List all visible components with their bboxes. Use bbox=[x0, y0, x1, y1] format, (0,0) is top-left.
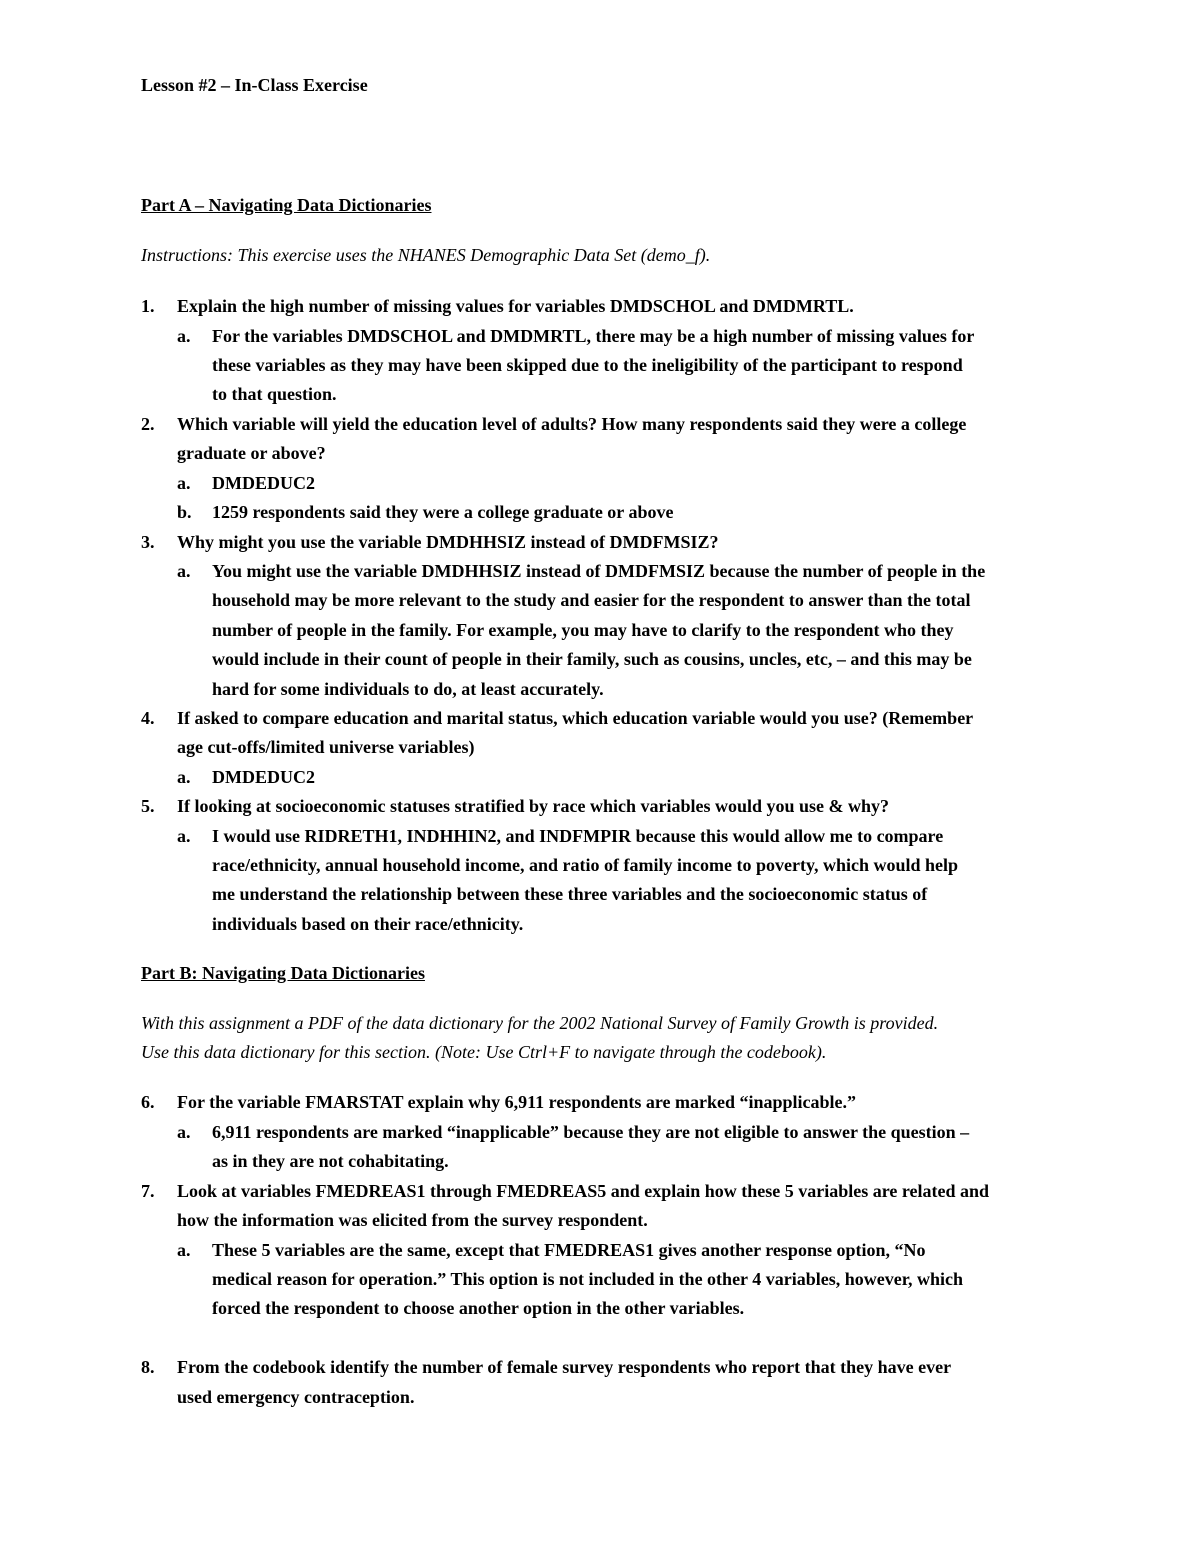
answer-3a-line: number of people in the family. For example, you may have to clarify to the respondent who they bbox=[212, 620, 954, 640]
question-4-line: age cut-offs/limited universe variables) bbox=[177, 737, 475, 757]
answer-letter: a. bbox=[177, 326, 191, 346]
question-8-line: From the codebook identify the number of female survey respondents who report that they have ever bbox=[177, 1357, 952, 1377]
answer-letter: b. bbox=[177, 502, 192, 522]
answer-letter: a. bbox=[177, 473, 191, 493]
question-2-line: graduate or above? bbox=[177, 443, 326, 463]
question-number: 5. bbox=[141, 796, 155, 816]
question-number: 6. bbox=[141, 1092, 155, 1112]
question-number: 2. bbox=[141, 414, 155, 434]
answer-3a-line: hard for some individuals to do, at least accurately. bbox=[212, 679, 604, 699]
answer-3a-line: household may be more relevant to the study and easier for the respondent to answer than the total bbox=[212, 590, 971, 610]
question-7-line: Look at variables FMEDREAS1 through FMEDREAS5 and explain how these 5 variables are related and bbox=[177, 1181, 990, 1201]
lesson-title: Lesson #2 – In-Class Exercise bbox=[141, 75, 368, 95]
answer-3a-line: You might use the variable DMDHHSIZ instead of DMDFMSIZ because the number of people in the bbox=[212, 561, 986, 581]
part-b-instructions: With this assignment a PDF of the data dictionary for the 2002 National Survey of Family Growth is provided. bbox=[141, 1013, 939, 1033]
question-4-line: If asked to compare education and marital status, which education variable would you use? (Remember bbox=[177, 708, 974, 728]
answer-7a-line: forced the respondent to choose another option in the other variables. bbox=[212, 1298, 745, 1318]
answer-5a-line: individuals based on their race/ethnicity. bbox=[212, 914, 524, 934]
question-number: 4. bbox=[141, 708, 155, 728]
part-b-heading: Part B: Navigating Data Dictionaries bbox=[141, 963, 425, 983]
question-2-line: Which variable will yield the education level of adults? How many respondents said they were a college bbox=[177, 414, 967, 434]
question-6-line: For the variable FMARSTAT explain why 6,911 respondents are marked “inapplicable.” bbox=[177, 1092, 857, 1112]
answer-5a-line: race/ethnicity, annual household income, and ratio of family income to poverty, which would help bbox=[212, 855, 959, 875]
answer-7a-line: These 5 variables are the same, except that FMEDREAS1 gives another response option, “No bbox=[212, 1240, 926, 1260]
answer-6a-line: as in they are not cohabitating. bbox=[212, 1151, 449, 1171]
answer-6a-line: 6,911 respondents are marked “inapplicable” because they are not eligible to answer the question – bbox=[212, 1122, 970, 1142]
answer-2a-line: DMDEDUC2 bbox=[212, 473, 315, 493]
answer-letter: a. bbox=[177, 1122, 191, 1142]
answer-letter: a. bbox=[177, 767, 191, 787]
answer-2b-line: 1259 respondents said they were a college graduate or above bbox=[212, 502, 674, 522]
answer-1a-line: to that question. bbox=[212, 384, 337, 404]
part-b-instructions: Use this data dictionary for this section. (Note: Use Ctrl+F to navigate through the codebook). bbox=[141, 1042, 827, 1062]
question-number: 3. bbox=[141, 532, 155, 552]
answer-1a-line: these variables as they may have been skipped due to the ineligibility of the participant to respond bbox=[212, 355, 963, 375]
question-number: 1. bbox=[141, 296, 155, 316]
question-3-line: Why might you use the variable DMDHHSIZ instead of DMDFMSIZ? bbox=[177, 532, 719, 552]
answer-letter: a. bbox=[177, 561, 191, 581]
question-number: 8. bbox=[141, 1357, 155, 1377]
answer-4a-line: DMDEDUC2 bbox=[212, 767, 315, 787]
question-1-line: Explain the high number of missing values for variables DMDSCHOL and DMDMRTL. bbox=[177, 296, 854, 316]
answer-1a-line: For the variables DMDSCHOL and DMDMRTL, there may be a high number of missing values for bbox=[212, 326, 975, 346]
question-7-line: how the information was elicited from the survey respondent. bbox=[177, 1210, 648, 1230]
question-5-line: If looking at socioeconomic statuses stratified by race which variables would you use & why? bbox=[177, 796, 889, 816]
answer-7a-line: medical reason for operation.” This option is not included in the other 4 variables, however, which bbox=[212, 1269, 964, 1289]
answer-5a-line: me understand the relationship between these three variables and the socioeconomic status of bbox=[212, 884, 928, 904]
answer-letter: a. bbox=[177, 826, 191, 846]
part-a-instructions: Instructions: This exercise uses the NHANES Demographic Data Set (demo_f). bbox=[141, 245, 711, 265]
answer-letter: a. bbox=[177, 1240, 191, 1260]
part-a-heading: Part A – Navigating Data Dictionaries bbox=[141, 195, 432, 215]
answer-5a-line: I would use RIDRETH1, INDHHIN2, and INDFMPIR because this would allow me to compare bbox=[212, 826, 944, 846]
question-number: 7. bbox=[141, 1181, 155, 1201]
answer-3a-line: would include in their count of people in their family, such as cousins, uncles, etc, – and this may be bbox=[212, 649, 972, 669]
question-8-line: used emergency contraception. bbox=[177, 1387, 415, 1407]
